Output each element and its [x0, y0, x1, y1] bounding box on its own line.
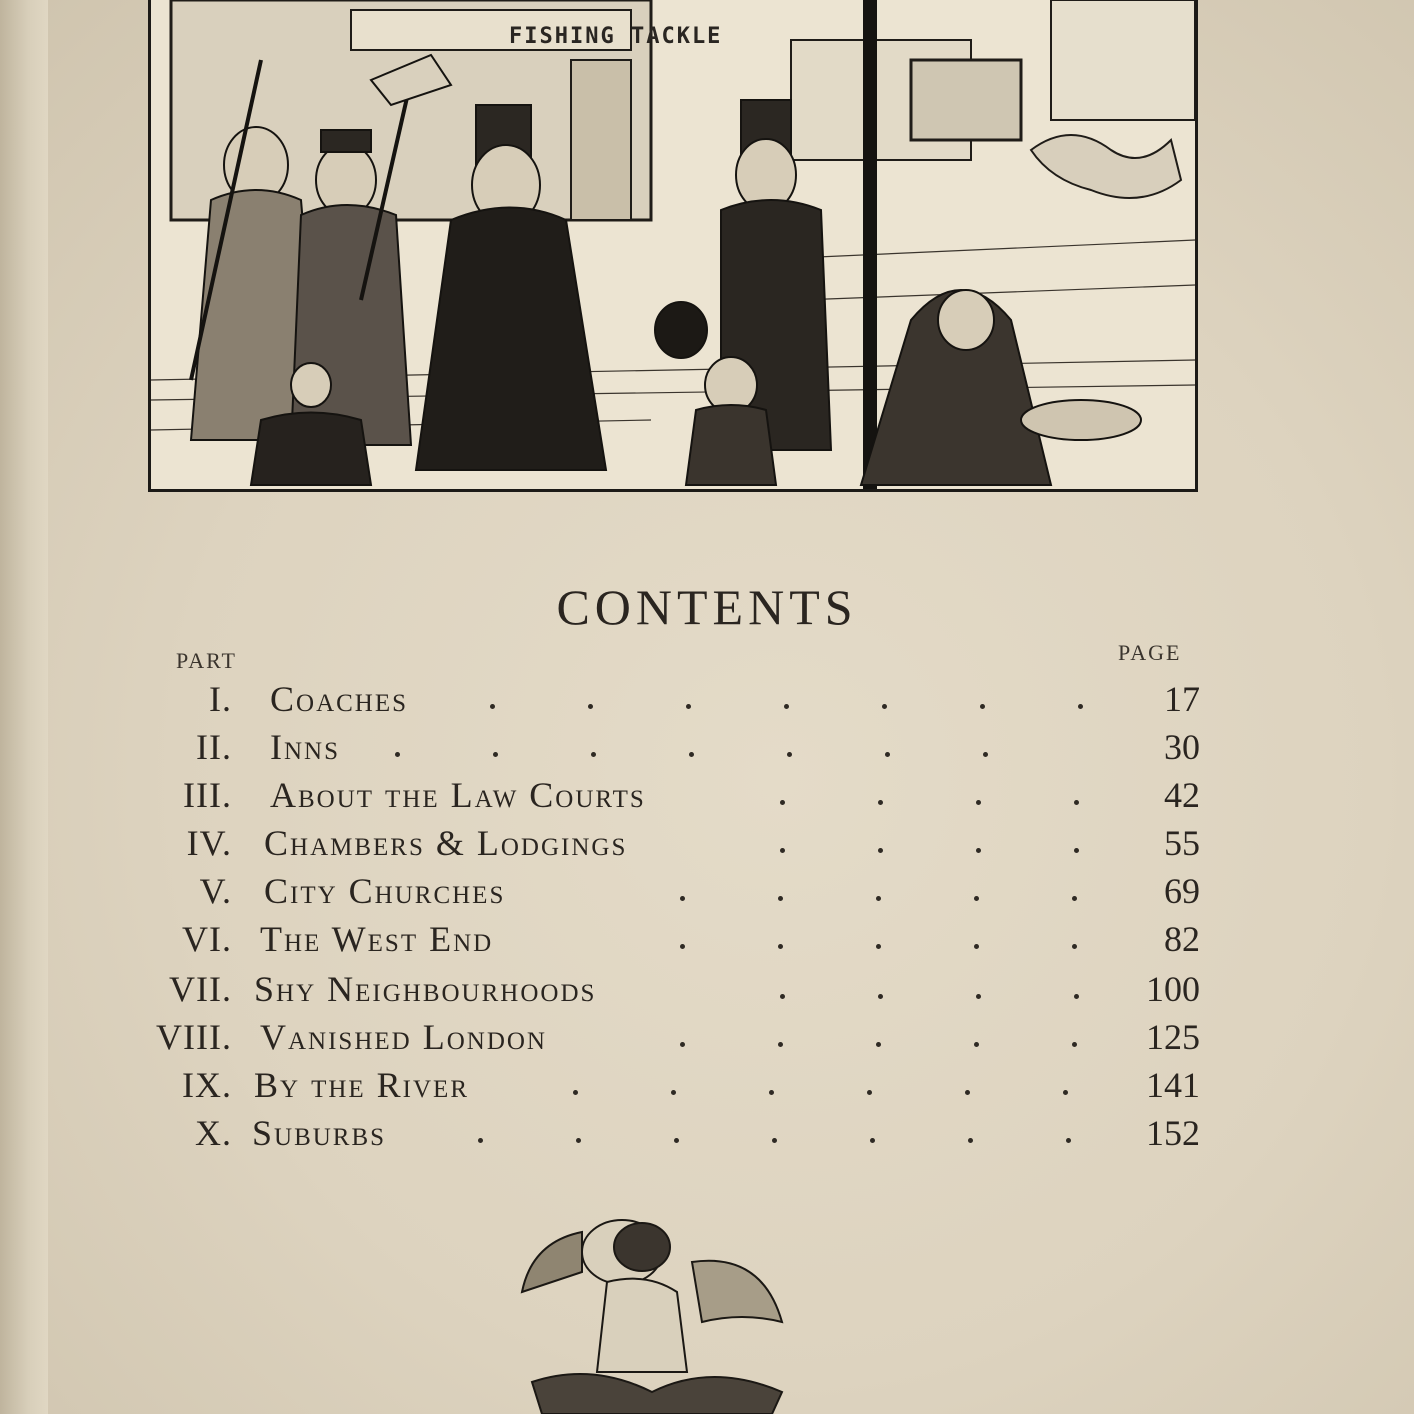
leader-dot	[780, 800, 785, 805]
page-number: 141	[1146, 1065, 1200, 1105]
toc-entry	[0, 968, 1414, 1016]
leader-dot	[968, 1138, 973, 1143]
leader-dot	[1063, 1090, 1068, 1095]
leader-dot	[1074, 800, 1079, 805]
leader-dot	[680, 944, 685, 949]
page-number: 100	[1146, 969, 1200, 1009]
leader-dot	[778, 896, 783, 901]
toc-entry	[0, 774, 1414, 822]
page-number: 82	[1164, 919, 1200, 959]
leader-dot	[878, 800, 883, 805]
leader-dot	[787, 752, 792, 757]
leader-dot	[1074, 994, 1079, 999]
toc-entry	[0, 1112, 1414, 1160]
leader-dot	[395, 752, 400, 757]
leader-dot	[780, 994, 785, 999]
leader-dot	[876, 896, 881, 901]
leader-dot	[478, 1138, 483, 1143]
leader-dot	[1072, 896, 1077, 901]
toc-entry	[0, 678, 1414, 726]
chapter-title: Inns	[270, 727, 341, 767]
leader-dot	[493, 752, 498, 757]
leader-dot	[490, 704, 495, 709]
part-number: V.	[199, 871, 232, 911]
page-number: 69	[1164, 871, 1200, 911]
toc-entry	[0, 726, 1414, 774]
leader-dot	[882, 704, 887, 709]
street-scene-drawing	[151, 0, 1195, 489]
chapter-title: Vanished London	[260, 1017, 547, 1057]
leader-dot	[686, 704, 691, 709]
leader-dot	[870, 1138, 875, 1143]
leader-dot	[976, 800, 981, 805]
chapter-title: Suburbs	[252, 1113, 387, 1153]
part-number: VI.	[182, 919, 232, 959]
leader-dot	[976, 994, 981, 999]
leader-dot	[769, 1090, 774, 1095]
part-number: III.	[183, 775, 232, 815]
leader-dot	[680, 896, 685, 901]
page-number: 152	[1146, 1113, 1200, 1153]
toc-entry	[0, 1064, 1414, 1112]
part-number: VII.	[169, 969, 232, 1009]
part-number: VIII.	[156, 1017, 232, 1057]
engraving-illustration	[148, 0, 1198, 492]
part-number: X.	[195, 1113, 232, 1153]
toc-entry	[0, 822, 1414, 870]
page-number: 55	[1164, 823, 1200, 863]
page-number: 125	[1146, 1017, 1200, 1057]
chapter-title: About the Law Courts	[270, 775, 646, 815]
leader-dot	[974, 896, 979, 901]
shop-sign: FISHING TACKLE	[509, 24, 723, 49]
toc-entry	[0, 1016, 1414, 1064]
page-number: 30	[1164, 727, 1200, 767]
cherub-ornament	[512, 1212, 792, 1414]
toc-entry	[0, 918, 1414, 966]
chapter-title: By the River	[254, 1065, 469, 1105]
chapter-title: Coaches	[270, 679, 409, 719]
leader-dot	[1072, 1042, 1077, 1047]
leader-dot	[680, 1042, 685, 1047]
leader-dot	[573, 1090, 578, 1095]
leader-dot	[885, 752, 890, 757]
leader-dot	[974, 944, 979, 949]
leader-dot	[867, 1090, 872, 1095]
leader-dot	[576, 1138, 581, 1143]
leader-dot	[878, 994, 883, 999]
leader-dot	[778, 1042, 783, 1047]
part-number: IX.	[182, 1065, 232, 1105]
chapter-title: Shy Neighbourhoods	[254, 969, 597, 1009]
leader-dot	[1072, 944, 1077, 949]
leader-dot	[671, 1090, 676, 1095]
page-column-header: PAGE	[1118, 640, 1182, 665]
leader-dot	[974, 1042, 979, 1047]
leader-dot	[784, 704, 789, 709]
toc-entry	[0, 870, 1414, 918]
leader-dot	[876, 944, 881, 949]
leader-dot	[965, 1090, 970, 1095]
leader-dot	[674, 1138, 679, 1143]
chapter-title: City Churches	[264, 871, 506, 911]
part-number: IV.	[186, 823, 232, 863]
chapter-title: The West End	[260, 919, 494, 959]
leader-dot	[1066, 1138, 1071, 1143]
leader-dot	[780, 848, 785, 853]
part-number: I.	[209, 679, 232, 719]
part-column-header: PART	[176, 648, 237, 673]
leader-dot	[588, 704, 593, 709]
leader-dot	[876, 1042, 881, 1047]
chapter-title: Chambers & Lodgings	[264, 823, 628, 863]
part-number: II.	[196, 727, 232, 767]
leader-dot	[1078, 704, 1083, 709]
page-number: 42	[1164, 775, 1200, 815]
leader-dot	[1074, 848, 1079, 853]
leader-dot	[778, 944, 783, 949]
leader-dot	[689, 752, 694, 757]
leader-dot	[591, 752, 596, 757]
leader-dot	[983, 752, 988, 757]
contents-title: CONTENTS	[556, 579, 858, 635]
leader-dot	[772, 1138, 777, 1143]
leader-dot	[976, 848, 981, 853]
page-number: 17	[1164, 679, 1200, 719]
leader-dot	[878, 848, 883, 853]
leader-dot	[980, 704, 985, 709]
